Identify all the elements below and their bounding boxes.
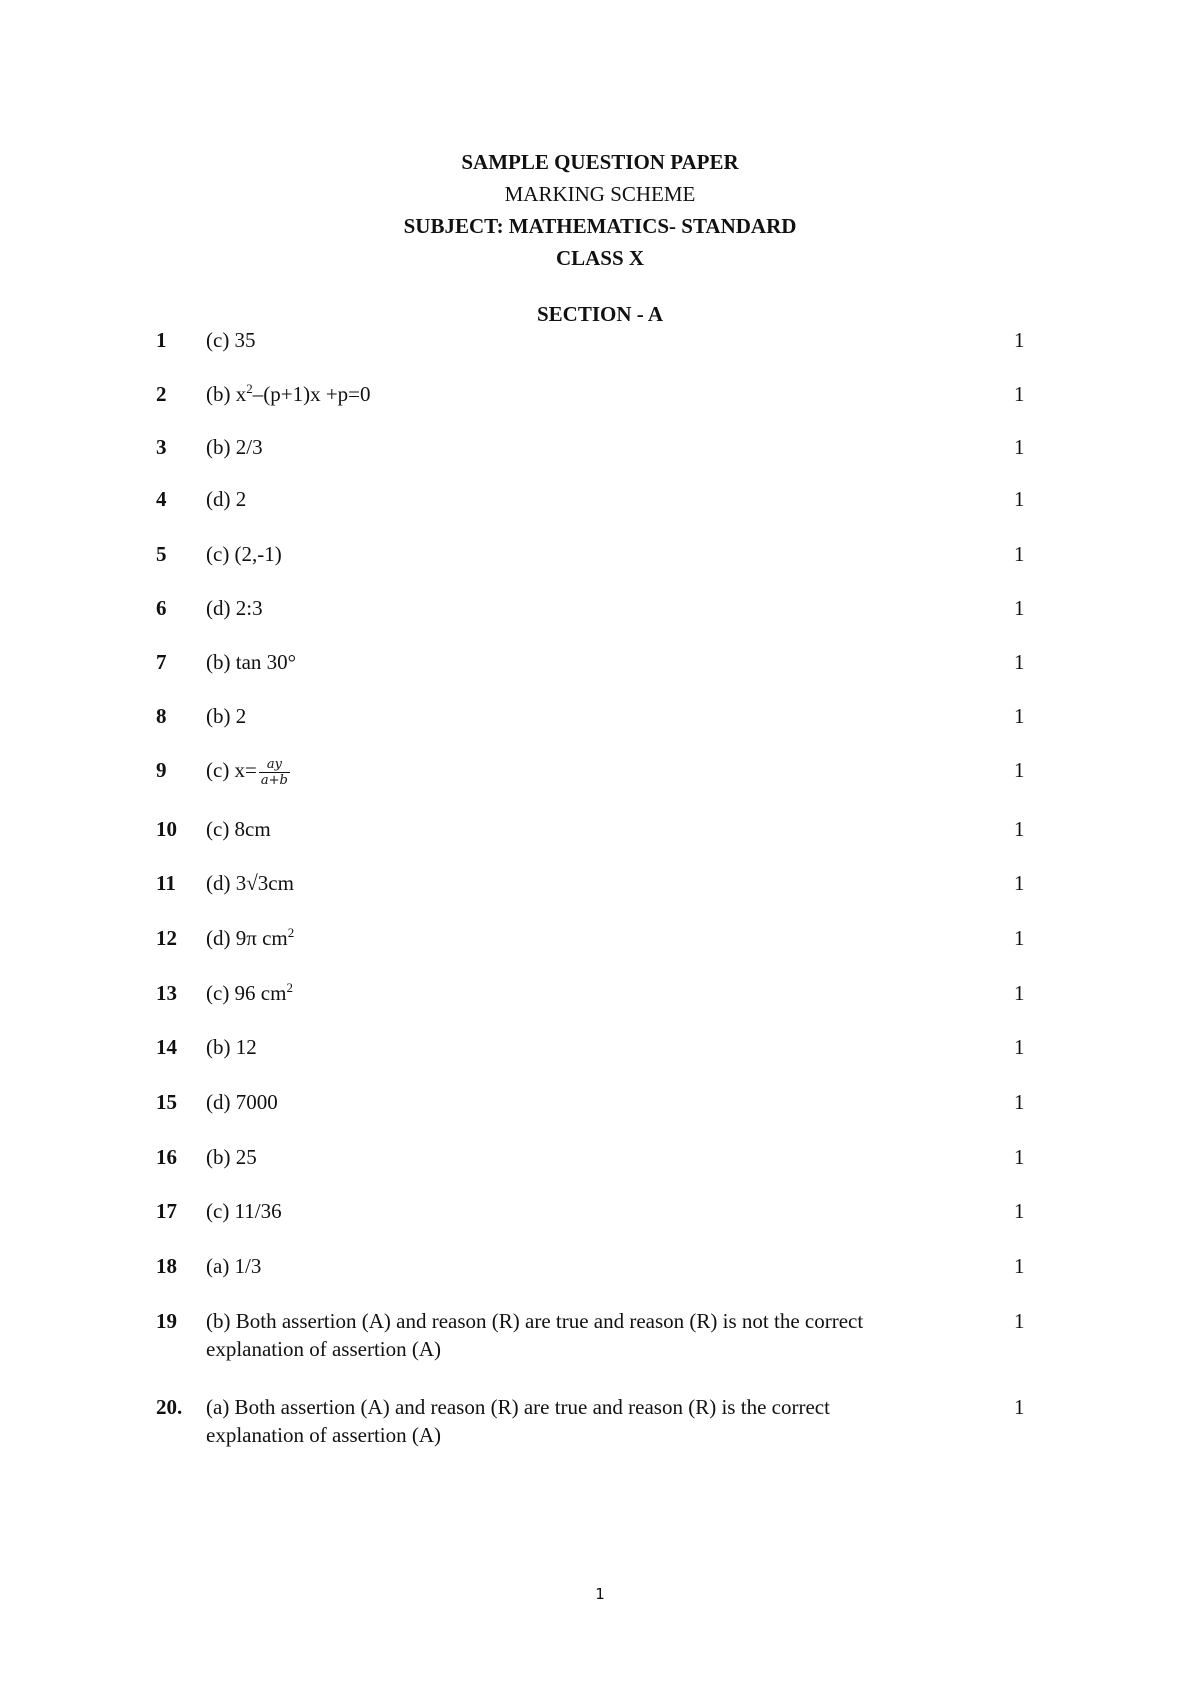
marks: 1: [1014, 1254, 1025, 1278]
answer-text: (b) 2/3: [206, 435, 263, 459]
answer-text: (d) 3√3cm: [206, 871, 294, 895]
marks: 1: [1014, 1199, 1025, 1223]
answer-text: [206, 756, 986, 788]
fraction-numerator: ay: [259, 757, 290, 773]
question-number: 9: [156, 758, 167, 782]
answer-part: (c) x=: [206, 758, 257, 782]
question-number: 16: [156, 1145, 177, 1169]
page-number: 1: [595, 1585, 605, 1603]
answer-text: (c) 35: [206, 328, 256, 352]
question-number: 18: [156, 1254, 177, 1278]
marks: 1: [1014, 1090, 1025, 1114]
marks: 1: [1014, 758, 1025, 782]
paper-title: SAMPLE QUESTION PAPER: [461, 150, 739, 174]
fraction: [259, 757, 290, 788]
answer-text: (a) 1/3: [206, 1254, 262, 1278]
marks: 1: [1014, 1145, 1025, 1169]
fraction-denominator: a+b: [260, 772, 288, 788]
subject-label: SUBJECT: MATHEMATICS- STANDARD: [403, 214, 797, 238]
question-number: 19: [156, 1309, 177, 1333]
question-number: 6: [156, 596, 167, 620]
marks: 1: [1014, 1035, 1025, 1059]
marks: 1: [1014, 487, 1025, 511]
question-number: 17: [156, 1199, 177, 1223]
marking-scheme-label: MARKING SCHEME: [504, 182, 696, 206]
question-number: 13: [156, 981, 177, 1005]
marks: 1: [1014, 328, 1025, 352]
superscript: 2: [287, 925, 295, 940]
answer-text: [206, 979, 986, 1007]
class-label: CLASS X: [555, 246, 645, 270]
question-number: 2: [156, 382, 167, 406]
answer-text: [206, 380, 986, 408]
marks: 1: [1014, 650, 1025, 674]
answer-line: explanation of assertion (A): [206, 1337, 442, 1361]
answer-line: explanation of assertion (A): [206, 1423, 442, 1447]
marks: 1: [1014, 435, 1025, 459]
answer-line: (b) Both assertion (A) and reason (R) are true and reason (R) is not the correct: [206, 1309, 864, 1333]
question-number: 4: [156, 487, 167, 511]
document-header: [0, 146, 1200, 274]
answer-text: (b) 25: [206, 1145, 257, 1169]
question-number: 11: [156, 871, 176, 895]
question-number: 5: [156, 542, 167, 566]
answer-text: (c) 8cm: [206, 817, 271, 841]
marks: 1: [1014, 926, 1025, 950]
question-number: 8: [156, 704, 167, 728]
section-title: SECTION - A: [536, 302, 664, 326]
marks: 1: [1014, 704, 1025, 728]
answer-text: (b) 12: [206, 1035, 257, 1059]
marks: 1: [1014, 596, 1025, 620]
marks: 1: [1014, 382, 1025, 406]
question-number: 12: [156, 926, 177, 950]
marks: 1: [1014, 817, 1025, 841]
question-number: 3: [156, 435, 167, 459]
question-number: 14: [156, 1035, 177, 1059]
answer-part: –(p+1)x +p=0: [252, 382, 371, 406]
answer-text: (d) 2: [206, 487, 247, 511]
answer-text: [206, 1393, 986, 1449]
question-number: 15: [156, 1090, 177, 1114]
marks: 1: [1014, 871, 1025, 895]
answer-part: (c) 96 cm: [206, 981, 287, 1005]
question-number: 7: [156, 650, 167, 674]
answer-text: [206, 1307, 986, 1363]
answer-text: (c) 11/36: [206, 1199, 282, 1223]
answer-text: (d) 7000: [206, 1090, 278, 1114]
marks: 1: [1014, 1395, 1025, 1419]
marks: 1: [1014, 1309, 1025, 1333]
answer-text: [206, 924, 986, 952]
answer-text: (c) (2,-1): [206, 542, 282, 566]
marks: 1: [1014, 542, 1025, 566]
answer-text: (d) 2:3: [206, 596, 263, 620]
answer-line: (a) Both assertion (A) and reason (R) are true and reason (R) is the correct: [206, 1395, 830, 1419]
question-number: 10: [156, 817, 177, 841]
answer-part: (b) x: [206, 382, 247, 406]
marks: 1: [1014, 981, 1025, 1005]
question-number: 1: [156, 328, 167, 352]
answer-part: (d) 9π cm: [206, 926, 288, 950]
answer-text: (b) 2: [206, 704, 247, 728]
superscript: 2: [246, 381, 253, 396]
superscript: 2: [286, 980, 293, 995]
question-number: 20.: [156, 1395, 183, 1419]
answer-text: (b) tan 30°: [206, 650, 297, 674]
